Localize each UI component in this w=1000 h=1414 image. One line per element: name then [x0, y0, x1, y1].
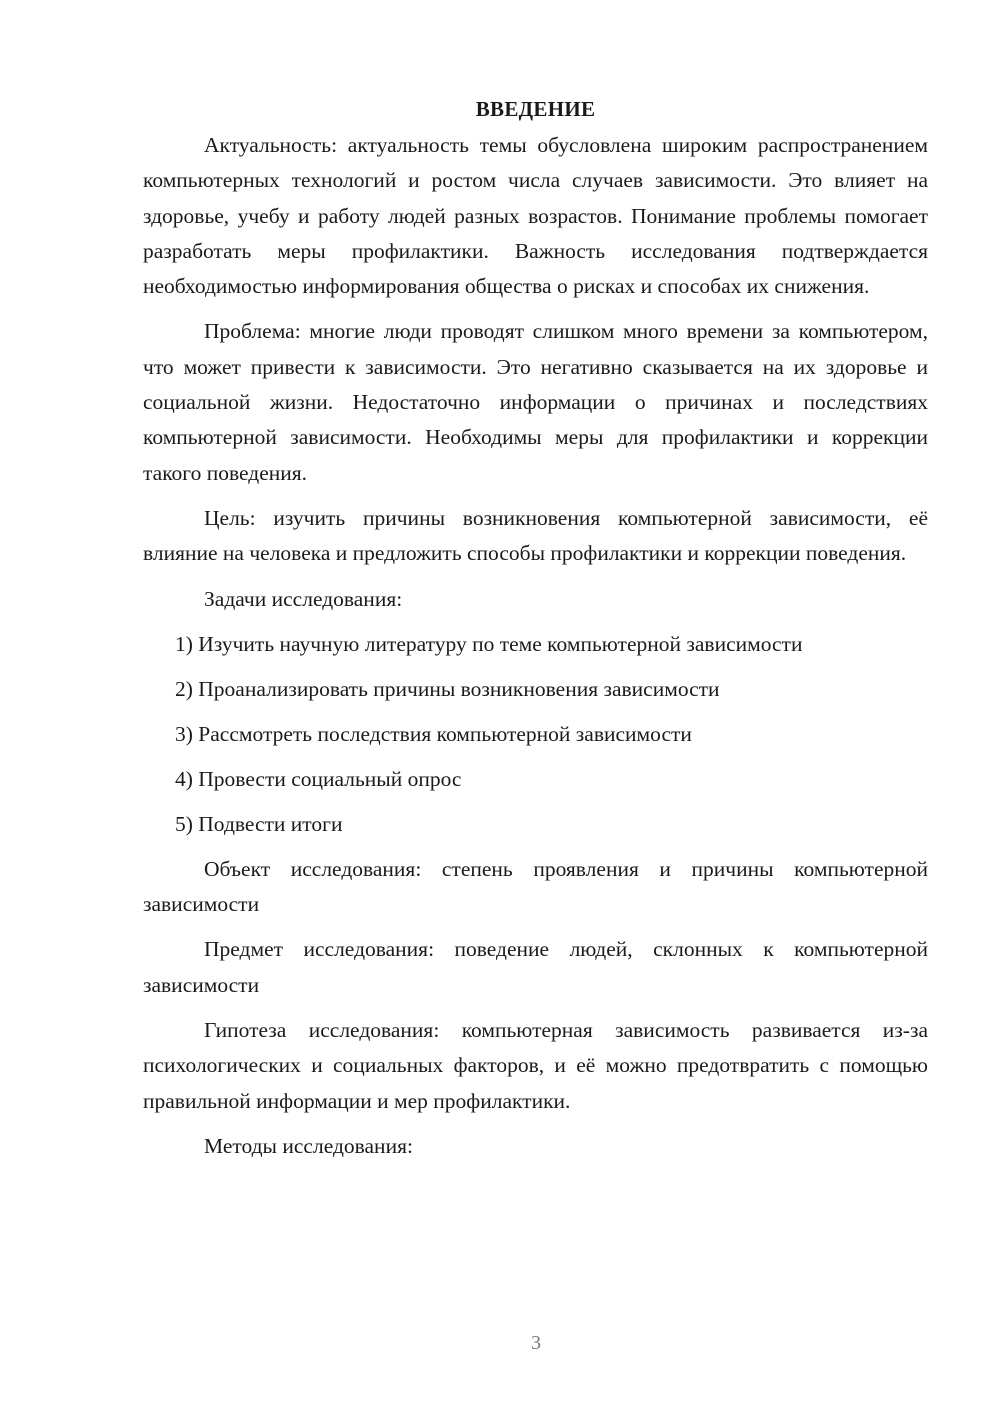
list-item: 3) Рассмотреть последствия компьютерной зависимости [175, 721, 692, 746]
paragraph-goal: Цель: изучить причины возникновения компьютерной зависимости, её влияние на человека и предложить способы профилактики и коррекции поведения. [143, 505, 928, 566]
document-page [143, 92, 928, 1174]
paragraph-tasks-heading: Задачи исследования: [204, 586, 403, 611]
page-title: ВВЕДЕНИЕ [475, 97, 596, 121]
paragraph-relevance: Актуальность: актуальность темы обусловлена широким распространением компьютерных технологий и ростом числа случаев зависимости. Это влияет на здоровье, учебу и работу людей разных возрастов. Понимание проблемы помогает разработать меры профилактики. Важность исследования подтверждается необходимостью информирования общества о рисках и способах их снижения. [143, 133, 928, 299]
list-item: 4) Провести социальный опрос [175, 766, 462, 791]
page-number: 3 [531, 1332, 541, 1354]
paragraph-subject: Предмет исследования: поведение людей, склонных к компьютерной зависимости [143, 937, 928, 997]
paragraph-methods: Методы исследования: [204, 1133, 413, 1158]
paragraph-object: Объект исследования: степень проявления и причины компьютерной зависимости [143, 856, 928, 917]
tasks-list [143, 627, 928, 842]
paragraph-hypothesis: Гипотеза исследования: компьютерная зависимость развивается из-за психологических и социальных факторов, и её можно предотвратить с помощью правильной информации и мер профилактики. [143, 1018, 928, 1113]
list-item: 5) Подвести итоги [175, 811, 343, 836]
list-item: 2) Проанализировать причины возникновения зависимости [175, 676, 720, 701]
paragraph-problem: Проблема: многие люди проводят слишком много времени за компьютером, что может привести к зависимости. Это негативно сказывается на их здоровье и социальной жизни. Недостаточно информации о причинах и последствиях компьютерной зависимости. Необходимы меры для профилактики и коррекции такого поведения. [143, 319, 928, 485]
list-item: 1) Изучить научную литературу по теме компьютерной зависимости [175, 631, 803, 656]
